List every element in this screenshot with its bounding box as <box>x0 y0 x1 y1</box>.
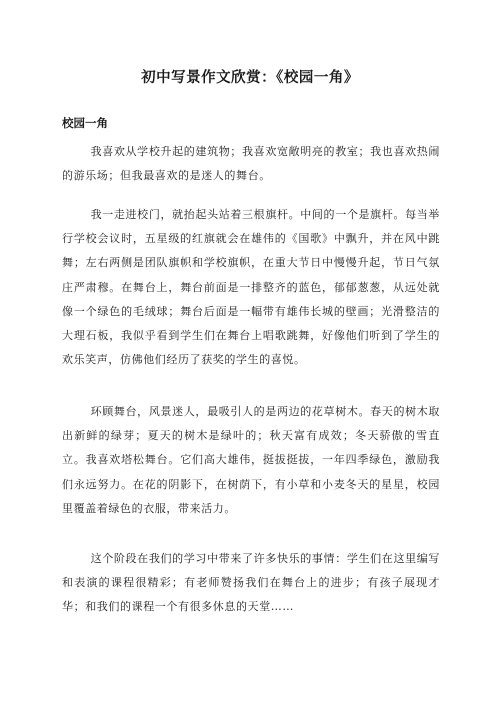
paragraph-3: 环顾舞台，风景迷人，最吸引人的是两边的花草树木。春天的树木取出新鲜的绿芽；夏天的树木是绿叶的；秋天富有成效；冬天骄傲的雪直立。我喜欢塔松舞台。它们高大雄伟，挺拔挺拔，一年四季绿色，激励我们永远努力。在花的阴影下，在树荫下，有小草和小麦冬天的星星，校园里覆盖着绿色的衣服，带来活力。 <box>62 405 440 515</box>
paragraph-2: 我一走进校门，就抬起头站着三根旗杆。中间的一个是旗杆。每当举行学校会议时，五星级的红旗就会在雄伟的《国歌》中飘升，并在风中跳舞；左右两侧是团队旗帜和学校旗帜，在重大节日中慢慢升起，节日气氛庄严肃穆。在舞台上，舞台前面是一排整齐的蓝色，郁郁葱葱，从远处就像一个绿色的毛绒球；舞台后面是一幅带有雄伟长城的壁画；光滑整洁的大理石板，我似乎看到学生们在舞台上唱歌跳舞，好像他们听到了学生的欢乐笑声，仿佛他们经历了获奖的学生的喜悦。 <box>62 208 440 367</box>
paragraph-1: 我喜欢从学校升起的建筑物；我喜欢宽敞明亮的教室；我也喜欢热闹的游乐场；但我最喜欢的是迷人的舞台。 <box>62 145 440 183</box>
section-heading: 校园一角 <box>62 116 108 130</box>
page-title: 初中写景作文欣赏：《校园一角》 <box>141 70 359 86</box>
paragraph-4: 这个阶段在我们的学习中带来了许多快乐的事情：学生们在这里编写和表演的课程很精彩；有老师赞扬我们在舞台上的进步；有孩子展现才华；和我们的课程一个有很多休息的天堂…… <box>62 552 440 614</box>
